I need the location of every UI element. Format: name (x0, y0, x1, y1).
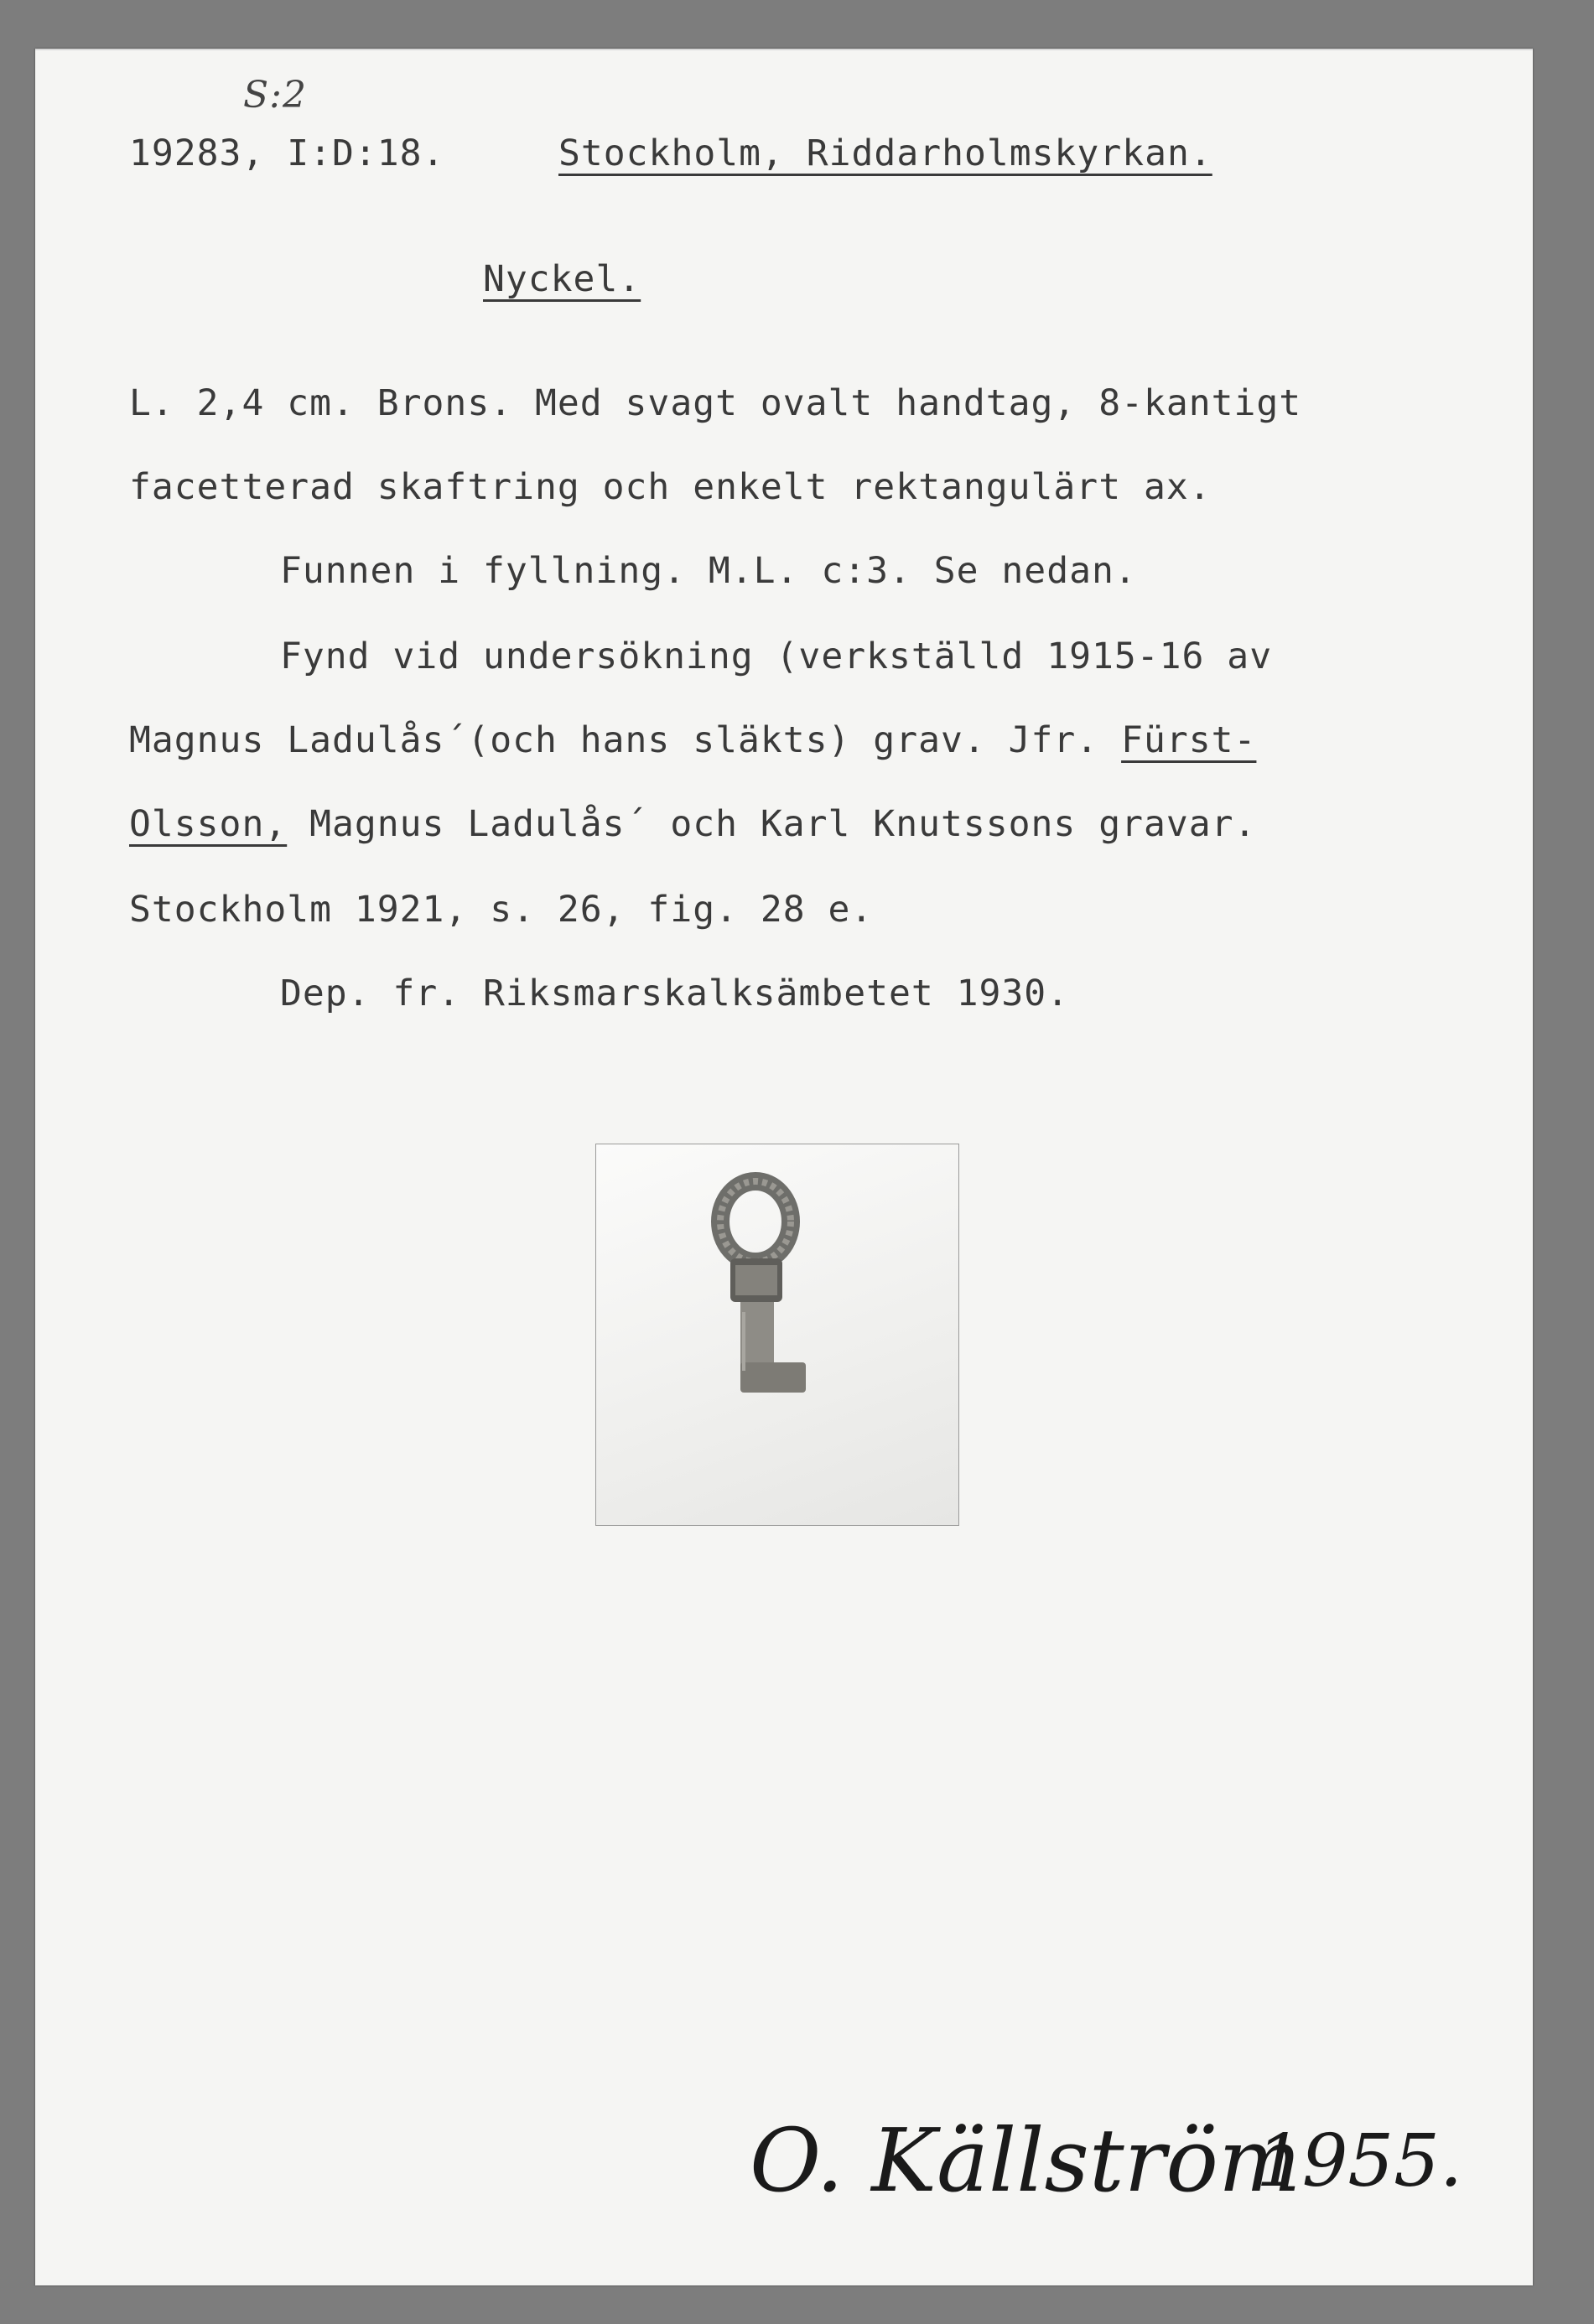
deposit-note: Dep. fr. Riksmarskalksämbetet 1930. (280, 973, 1070, 1014)
excavation-line-1: Fynd vid undersökning (verkställd 1915-16 av (280, 635, 1273, 677)
catalog-number: 19283, I:D:18. (129, 132, 445, 174)
description-line-1: L. 2,4 cm. Brons. Med svagt ovalt handtag, 8-kantigt (129, 382, 1302, 424)
card-edge (35, 49, 1533, 50)
object-title: Nyckel. (483, 258, 641, 300)
location-title: Stockholm, Riddarholmskyrkan. (558, 132, 1212, 174)
catalog-card (35, 49, 1533, 2285)
reference-author-1: Fürst- (1121, 719, 1257, 761)
description-line-2: facetterad skaftring och enkelt rektangulärt ax. (129, 466, 1212, 508)
reference-author-2: Olsson, (129, 803, 288, 845)
excavation-line-3 (129, 803, 1256, 845)
signature-year: 1955. (1256, 2119, 1463, 2203)
key-image (596, 1144, 958, 1525)
find-context-line: Funnen i fyllning. M.L. c:3. Se nedan. (280, 550, 1137, 592)
corner-note: S:2 (243, 74, 307, 117)
key-photograph (595, 1144, 959, 1526)
excavation-line-3-text: Magnus Ladulås´ och Karl Knutssons gravar. (287, 803, 1257, 845)
excavation-line-2 (129, 719, 1256, 761)
signature: O. Källström (750, 2109, 1301, 2212)
excavation-line-2-text: Magnus Ladulås´(och hans släkts) grav. Jfr. (129, 719, 1122, 761)
reference-publication: Stockholm 1921, s. 26, fig. 28 e. (129, 889, 874, 931)
